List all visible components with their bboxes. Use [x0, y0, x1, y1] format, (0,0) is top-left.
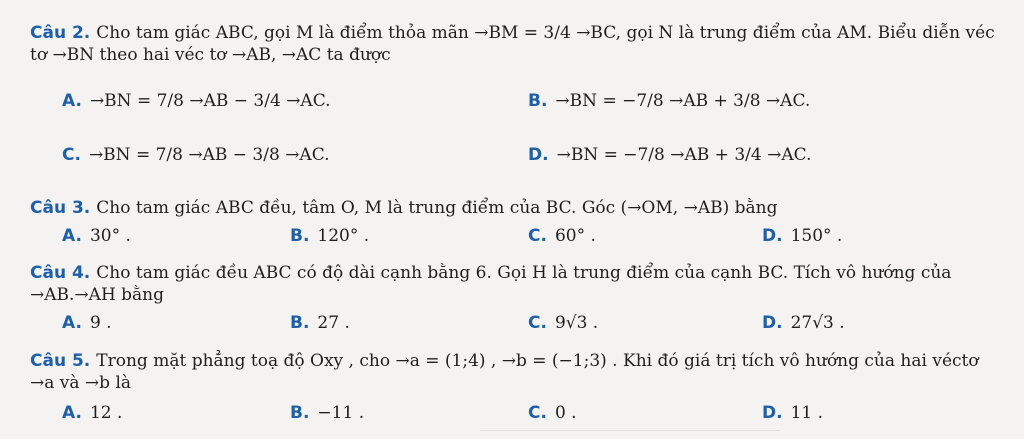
option-label: B. — [290, 313, 310, 333]
option-label: C. — [528, 226, 547, 246]
option-text: →BN = 7/8 →AB − 3/4 →AC. — [89, 91, 331, 111]
option-text: 27 . — [317, 313, 350, 333]
question-text: Cho tam giác đều ABC có độ dài cạnh bằng 6. Gọi H là trung điểm của cạnh BC. Tích vô hướng của →AB.→AH bằng — [30, 263, 952, 305]
option-b[interactable] — [290, 225, 369, 247]
question-4 — [30, 262, 1004, 306]
question-label: Câu 4. — [30, 263, 91, 283]
option-b[interactable] — [290, 312, 350, 334]
option-label: A. — [62, 313, 82, 333]
option-label: A. — [62, 91, 82, 111]
option-label: D. — [762, 403, 783, 423]
option-a[interactable] — [62, 90, 331, 112]
option-label: D. — [762, 313, 783, 333]
option-label: C. — [62, 145, 81, 165]
option-text: 30° . — [89, 226, 131, 246]
option-text: 11 . — [790, 403, 824, 423]
option-c[interactable] — [528, 225, 596, 247]
option-label: B. — [290, 403, 310, 423]
question-text: Cho tam giác ABC, gọi M là điểm thỏa mãn →BM = 3/4 →BC, gọi N là trung điểm của AM. Biểu diễn véc tơ →BN theo hai véc tơ →AB, →AC ta được — [30, 23, 995, 65]
question-label: Câu 3. — [30, 198, 91, 218]
option-c[interactable] — [528, 312, 598, 334]
option-a[interactable] — [62, 312, 112, 334]
option-d[interactable] — [762, 225, 842, 247]
option-text: →BN = 7/8 →AB − 3/8 →AC. — [88, 145, 330, 165]
option-text: →BN = −7/8 →AB + 3/4 →AC. — [556, 145, 812, 165]
question-3 — [30, 197, 1004, 219]
option-label: D. — [762, 226, 783, 246]
question-label: Câu 2. — [30, 23, 91, 43]
question-2 — [30, 22, 1004, 66]
option-label: D. — [528, 145, 549, 165]
option-text: 27√3 . — [790, 313, 845, 333]
option-text: 60° . — [554, 226, 596, 246]
option-label: A. — [62, 403, 82, 423]
question-text: Cho tam giác ABC đều, tâm O, M là trung điểm của BC. Góc (→OM, →AB) bằng — [96, 198, 778, 218]
option-b[interactable] — [290, 402, 364, 424]
option-b[interactable] — [528, 90, 810, 112]
option-d[interactable] — [762, 402, 823, 424]
option-text: 9 . — [89, 313, 112, 333]
option-d[interactable] — [762, 312, 845, 334]
option-label: C. — [528, 313, 547, 333]
option-text: −11 . — [317, 403, 365, 423]
option-label: A. — [62, 226, 82, 246]
option-text: 120° . — [317, 226, 370, 246]
question-label: Câu 5. — [30, 351, 91, 371]
option-label: B. — [528, 91, 548, 111]
question-5 — [30, 350, 1004, 394]
option-text: 0 . — [554, 403, 577, 423]
option-text: →BN = −7/8 →AB + 3/8 →AC. — [555, 91, 811, 111]
option-text: 12 . — [89, 403, 123, 423]
question-text: Trong mặt phẳng toạ độ Oxy , cho →a = (1;4) , →b = (−1;3) . Khi đó giá trị tích vô hướng của hai véctơ →a và →b là — [30, 351, 979, 393]
option-label: B. — [290, 226, 310, 246]
option-c[interactable] — [62, 144, 330, 166]
option-c[interactable] — [528, 402, 577, 424]
option-text: 150° . — [790, 226, 843, 246]
option-a[interactable] — [62, 225, 131, 247]
option-label: C. — [528, 403, 547, 423]
option-a[interactable] — [62, 402, 122, 424]
option-d[interactable] — [528, 144, 811, 166]
option-text: 9√3 . — [554, 313, 599, 333]
